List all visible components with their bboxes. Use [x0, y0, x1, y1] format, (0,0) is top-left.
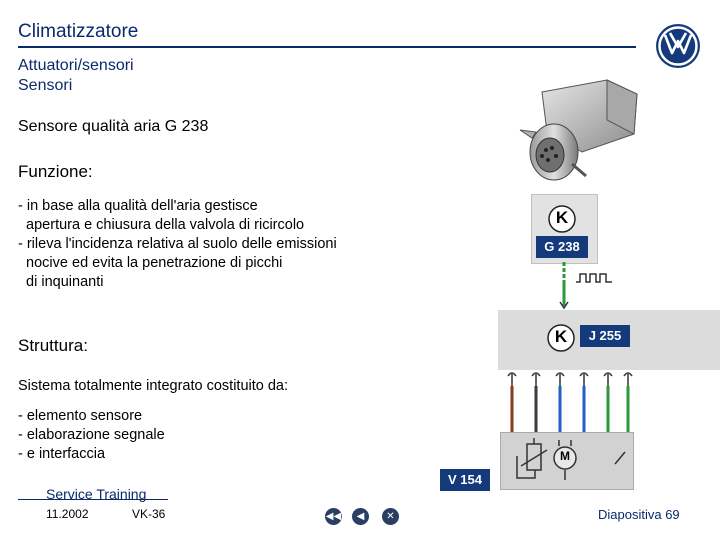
struttura-line: - e interfaccia: [18, 446, 106, 462]
struttura-heading: Struttura:: [18, 336, 88, 355]
section-title: Sensore qualità aria G 238: [18, 118, 209, 135]
control-unit-symbol-label: K: [554, 327, 568, 346]
title-divider: [18, 46, 636, 48]
footer-date: 11.2002: [46, 507, 89, 521]
signal-wire: [540, 262, 650, 312]
breadcrumb-subcategory: Sensori: [18, 77, 73, 94]
funzione-list: [18, 197, 337, 292]
footer-brand: Service Training: [46, 486, 147, 502]
funzione-line: di inquinanti: [18, 274, 104, 290]
label-j255: J 255: [580, 325, 630, 347]
vw-logo-icon: [655, 23, 701, 69]
funzione-line: apertura e chiusura della valvola di ricircolo: [18, 217, 305, 233]
slide-title: Climatizzatore: [18, 21, 139, 42]
struttura-list: [18, 407, 165, 464]
struttura-intro: Sistema totalmente integrato costituito da:: [18, 378, 289, 394]
footer-code: VK-36: [132, 507, 166, 521]
label-v154: V 154: [440, 469, 490, 491]
motor-symbol-label: M: [560, 449, 570, 463]
sensor-illustration: [512, 72, 642, 187]
back-icon[interactable]: ◀: [352, 508, 369, 525]
struttura-line: - elemento sensore: [18, 408, 143, 424]
struttura-line: - elaborazione segnale: [18, 427, 165, 443]
funzione-line: nocive ed evita la penetrazione di picchi: [18, 255, 283, 271]
label-g238: G 238: [536, 236, 588, 258]
sensor-symbol-label: K: [555, 208, 569, 227]
rewind-icon[interactable]: ◀◀: [325, 508, 342, 525]
funzione-line: - in base alla qualità dell'aria gestisce: [18, 198, 258, 214]
breadcrumb-category: Attuatori/sensori: [18, 57, 134, 74]
slide-number: Diapositiva 69: [598, 507, 680, 522]
funzione-heading: Funzione:: [18, 162, 93, 181]
wire-bundle: [500, 370, 640, 432]
funzione-line: - rileva l'incidenza relativa al suolo delle emissioni: [18, 236, 337, 252]
close-icon[interactable]: ✕: [382, 508, 399, 525]
